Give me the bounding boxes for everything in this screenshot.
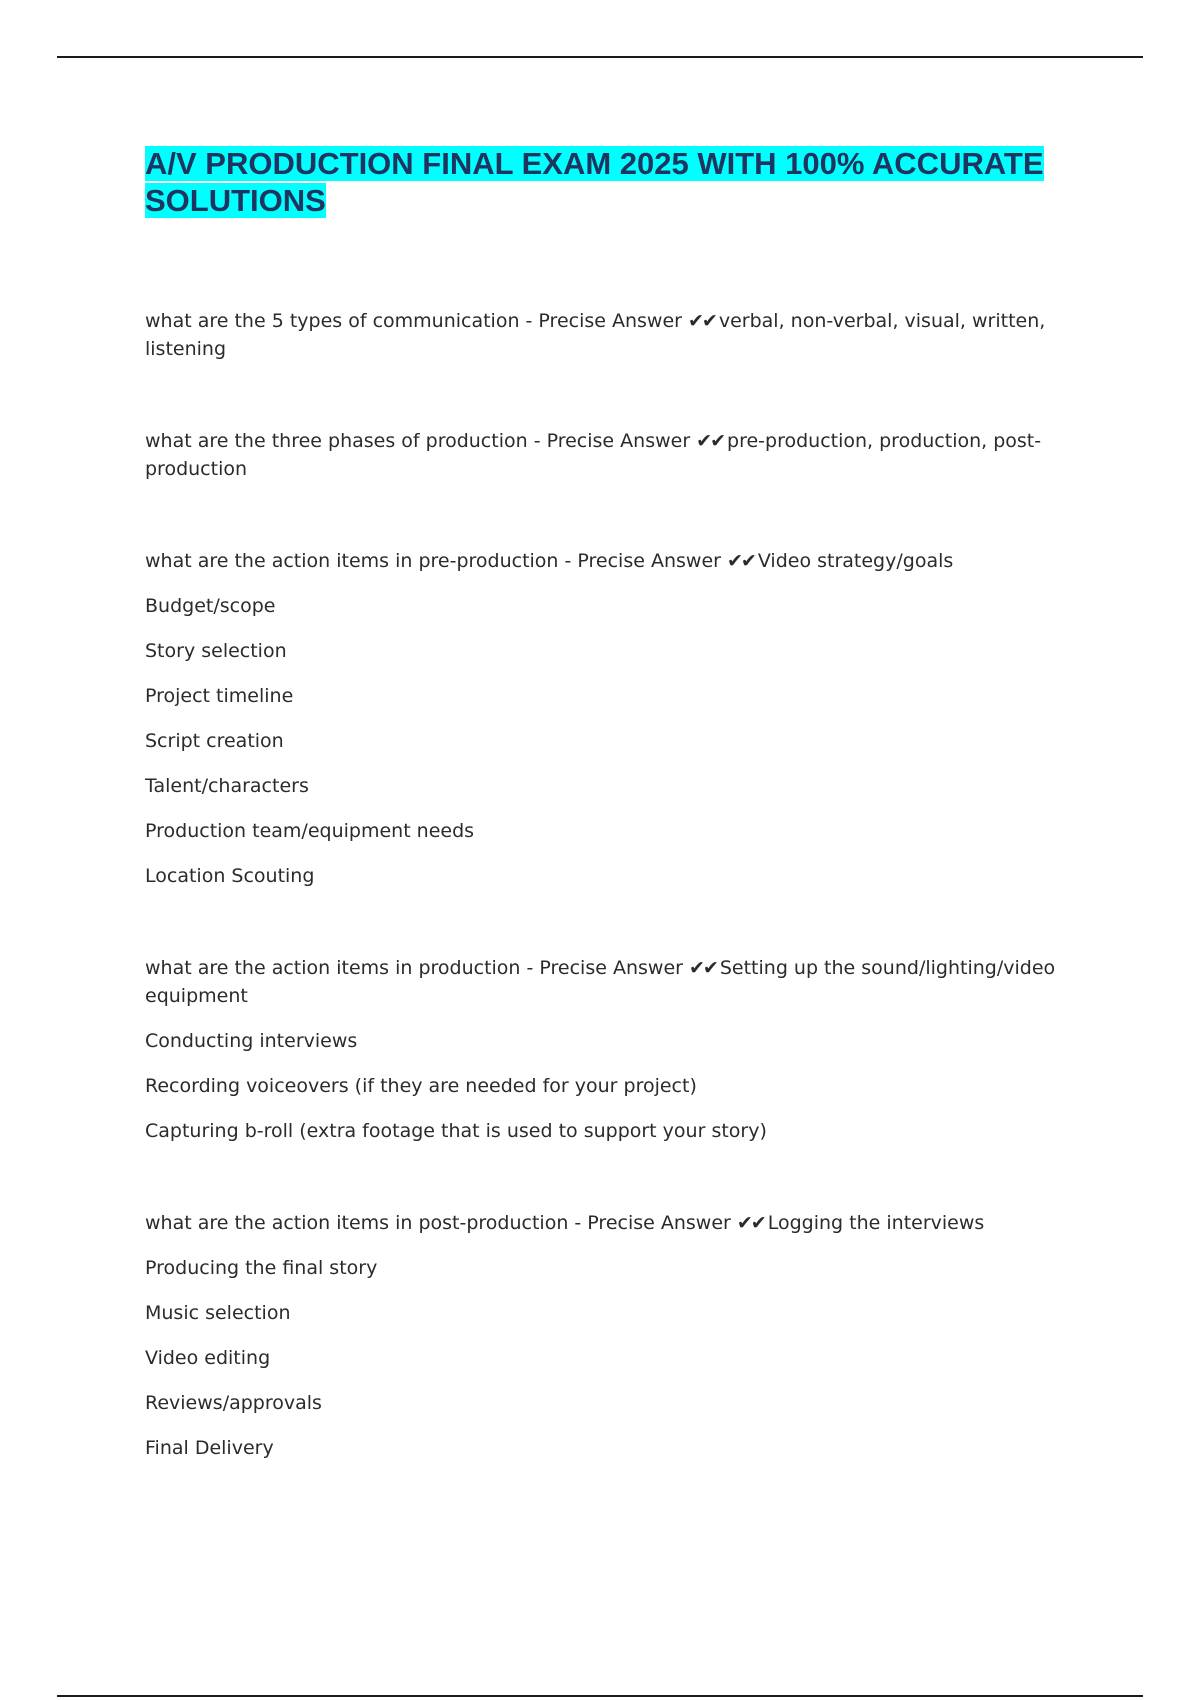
answer-line: Conducting interviews: [145, 1030, 358, 1052]
footer-rule: [57, 1695, 1143, 1697]
question-text: what are the action items in pre-production - Precise Answer: [145, 550, 727, 572]
question-line: [145, 1209, 1095, 1237]
document-title: [145, 145, 1095, 219]
question-text: what are the action items in production - Precise Answer: [145, 957, 689, 979]
answer-line: Music selection: [145, 1302, 291, 1324]
question-text: what are the action items in post-production - Precise Answer: [145, 1212, 737, 1234]
answer-text: verbal, non-verbal, visual, written, listening: [145, 310, 1046, 360]
answer-line: Final Delivery: [145, 1437, 274, 1459]
check-icon: ✔✔: [727, 550, 755, 572]
check-icon: ✔✔: [688, 310, 716, 332]
answer-line: Budget/scope: [145, 595, 276, 617]
question-line: [145, 954, 1095, 1010]
qa-item: [145, 954, 1095, 1145]
answer-line: Talent/characters: [145, 775, 309, 797]
answer-line: Story selection: [145, 640, 287, 662]
header-rule: [57, 56, 1143, 58]
qa-list: [145, 307, 1095, 1462]
check-icon: ✔✔: [696, 430, 725, 452]
document-body: [145, 145, 1095, 1479]
answer-text: Logging the interviews: [767, 1212, 985, 1234]
question-line: [145, 547, 1095, 575]
question-text: what are the 5 types of communication - Precise Answer: [145, 310, 689, 332]
qa-item: [145, 427, 1095, 483]
qa-item: [145, 307, 1095, 363]
question-text: what are the three phases of production - Precise Answer: [145, 430, 697, 452]
check-icon: ✔✔: [689, 957, 717, 979]
answer-line: Script creation: [145, 730, 284, 752]
answer-line: Producing the final story: [145, 1257, 378, 1279]
answer-line: Recording voiceovers (if they are needed for your project): [145, 1075, 697, 1097]
answer-line: Capturing b-roll (extra footage that is used to support your story): [145, 1120, 767, 1142]
question-line: [145, 427, 1095, 483]
answer-line: Location Scouting: [145, 865, 315, 887]
answer-text: Setting up the sound/lighting/video equipment: [145, 957, 1056, 1007]
qa-item: [145, 1209, 1095, 1462]
answer-text: pre-production, production, post-production: [145, 430, 1042, 480]
question-line: [145, 307, 1095, 363]
answer-line: Project timeline: [145, 685, 294, 707]
qa-item: [145, 547, 1095, 890]
answer-line: Reviews/approvals: [145, 1392, 322, 1414]
check-icon: ✔✔: [736, 1212, 765, 1234]
title-highlight: A/V PRODUCTION FINAL EXAM 2025 WITH 100% ACCURATE SOLUTIONS: [145, 146, 1044, 218]
answer-line: Production team/equipment needs: [145, 820, 475, 842]
answer-text: Video strategy/goals: [757, 550, 954, 572]
answer-line: Video editing: [145, 1347, 271, 1369]
